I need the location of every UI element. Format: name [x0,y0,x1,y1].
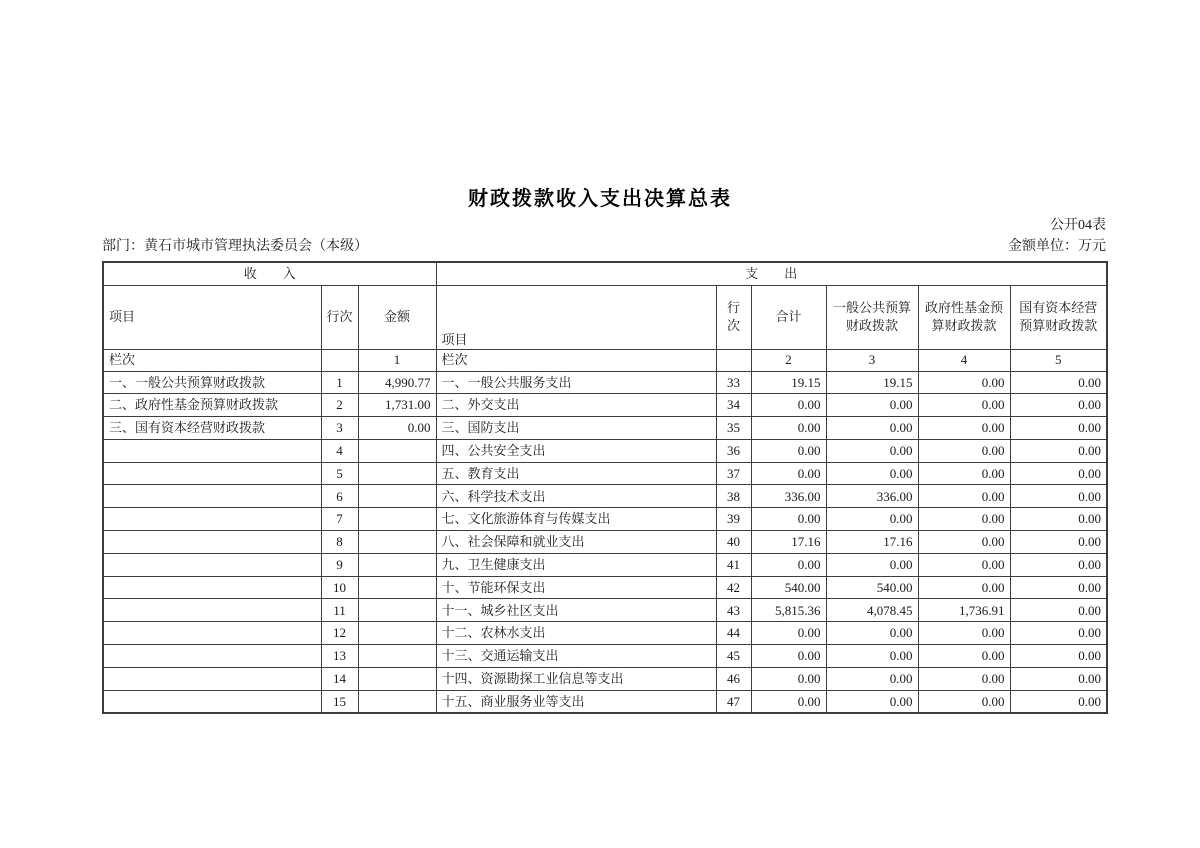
state-capital-cell: 0.00 [1010,417,1107,440]
income-rowno-header: 行次 [321,285,358,349]
gov-fund-header: 政府性基金预算财政拨款 [918,285,1010,349]
column-header-row [103,285,1107,349]
income-amount-cell [358,622,436,645]
expense-item-cell: 二、外交支出 [436,394,716,417]
gov-fund-cell: 0.00 [918,622,1010,645]
income-item-cell [103,531,321,554]
gov-fund-cell: 0.00 [918,645,1010,668]
income-item-cell [103,645,321,668]
lanci-right-label: 栏次 [436,349,716,371]
state-capital-cell: 0.00 [1010,667,1107,690]
table-row [103,599,1107,622]
section-header-row [103,262,1107,285]
state-capital-cell: 0.00 [1010,531,1107,554]
income-item-cell [103,690,321,713]
income-item-cell [103,667,321,690]
expense-item-cell: 十一、城乡社区支出 [436,599,716,622]
gov-fund-cell: 0.00 [918,690,1010,713]
gov-fund-cell: 0.00 [918,667,1010,690]
state-capital-cell: 0.00 [1010,394,1107,417]
gov-fund-cell: 0.00 [918,462,1010,485]
gov-fund-cell: 0.00 [918,439,1010,462]
general-budget-cell: 0.00 [826,462,918,485]
income-rowno-cell: 12 [321,622,358,645]
income-amount-cell [358,439,436,462]
general-budget-cell: 540.00 [826,576,918,599]
expense-total-cell: 0.00 [751,553,826,576]
expense-rowno-cell: 35 [716,417,751,440]
income-item-cell [103,462,321,485]
income-rowno-cell: 6 [321,485,358,508]
table-row [103,531,1107,554]
income-rowno-cell: 15 [321,690,358,713]
general-budget-cell: 0.00 [826,439,918,462]
expense-total-cell: 0.00 [751,394,826,417]
general-budget-cell: 336.00 [826,485,918,508]
expense-total-cell: 336.00 [751,485,826,508]
income-item-cell: 一、一般公共预算财政拨款 [103,371,321,394]
expense-section-header: 支 出 [436,262,1107,285]
expense-total-header: 合计 [751,285,826,349]
table-row [103,371,1107,394]
col-num-1: 1 [358,349,436,371]
state-capital-cell: 0.00 [1010,553,1107,576]
gov-fund-cell: 0.00 [918,508,1010,531]
income-item-header: 项目 [103,285,321,349]
expense-rowno-cell: 34 [716,394,751,417]
expense-total-cell: 0.00 [751,645,826,668]
general-budget-cell: 19.15 [826,371,918,394]
income-item-cell [103,599,321,622]
state-capital-cell: 0.00 [1010,690,1107,713]
general-budget-cell: 4,078.45 [826,599,918,622]
col-num-2: 2 [751,349,826,371]
state-capital-header: 国有资本经营预算财政拨款 [1010,285,1107,349]
state-capital-cell: 0.00 [1010,508,1107,531]
income-item-cell: 二、政府性基金预算财政拨款 [103,394,321,417]
general-budget-cell: 0.00 [826,667,918,690]
expense-total-cell: 0.00 [751,622,826,645]
expense-item-cell: 十四、资源勘探工业信息等支出 [436,667,716,690]
income-amount-cell [358,553,436,576]
budget-table [102,261,1108,714]
department-label: 部门：黄石市城市管理执法委员会（本级） [102,239,368,254]
expense-rowno-cell: 39 [716,508,751,531]
income-rowno-cell: 13 [321,645,358,668]
gov-fund-cell: 0.00 [918,394,1010,417]
income-rowno-cell: 7 [321,508,358,531]
expense-item-cell: 十二、农林水支出 [436,622,716,645]
expense-item-cell: 一、一般公共服务支出 [436,371,716,394]
income-amount-cell: 0.00 [358,417,436,440]
state-capital-cell: 0.00 [1010,599,1107,622]
expense-item-cell: 八、社会保障和就业支出 [436,531,716,554]
gov-fund-cell: 0.00 [918,417,1010,440]
income-amount-cell: 1,731.00 [358,394,436,417]
sheet-number-label: 公开04表 [1050,218,1106,233]
table-row [103,690,1107,713]
income-item-cell [103,439,321,462]
state-capital-cell: 0.00 [1010,439,1107,462]
income-item-cell [103,576,321,599]
state-capital-cell: 0.00 [1010,576,1107,599]
expense-rowno-cell: 44 [716,622,751,645]
expense-rowno-cell: 33 [716,371,751,394]
general-budget-cell: 0.00 [826,508,918,531]
income-rowno-cell: 9 [321,553,358,576]
income-item-cell [103,622,321,645]
expense-total-cell: 0.00 [751,417,826,440]
expense-total-cell: 17.16 [751,531,826,554]
gov-fund-cell: 1,736.91 [918,599,1010,622]
expense-item-cell: 十五、商业服务业等支出 [436,690,716,713]
income-amount-cell: 4,990.77 [358,371,436,394]
expense-item-cell: 七、文化旅游体育与传媒支出 [436,508,716,531]
income-rowno-cell: 5 [321,462,358,485]
general-budget-cell: 0.00 [826,553,918,576]
expense-item-cell: 六、科学技术支出 [436,485,716,508]
lanci-left-label: 栏次 [103,349,321,371]
page-title: 财政拨款收入支出决算总表 [468,188,732,210]
income-amount-cell [358,485,436,508]
income-item-cell: 三、国有资本经营财政拨款 [103,417,321,440]
general-budget-cell: 17.16 [826,531,918,554]
expense-item-cell: 四、公共安全支出 [436,439,716,462]
general-budget-cell: 0.00 [826,622,918,645]
column-number-row [103,349,1107,371]
income-item-cell [103,508,321,531]
state-capital-cell: 0.00 [1010,645,1107,668]
income-rowno-cell: 3 [321,417,358,440]
income-amount-cell [358,462,436,485]
table-row [103,667,1107,690]
income-amount-cell [358,645,436,668]
expense-rowno-cell: 38 [716,485,751,508]
income-item-cell [103,553,321,576]
table-body [103,371,1107,713]
income-item-cell [103,485,321,508]
income-amount-cell [358,576,436,599]
income-amount-cell [358,667,436,690]
table-row [103,576,1107,599]
expense-rowno-cell: 40 [716,531,751,554]
income-rowno-cell: 10 [321,576,358,599]
expense-rowno-cell: 37 [716,462,751,485]
income-section-header: 收 入 [103,262,436,285]
general-budget-cell: 0.00 [826,690,918,713]
table-row [103,394,1107,417]
state-capital-cell: 0.00 [1010,485,1107,508]
expense-total-cell: 0.00 [751,439,826,462]
gov-fund-cell: 0.00 [918,531,1010,554]
income-amount-cell [358,508,436,531]
expense-item-cell: 五、教育支出 [436,462,716,485]
table-row [103,645,1107,668]
general-budget-header: 一般公共预算财政拨款 [826,285,918,349]
expense-rowno-cell: 46 [716,667,751,690]
expense-total-cell: 0.00 [751,508,826,531]
table-row [103,485,1107,508]
income-amount-cell [358,599,436,622]
expense-rowno-header: 行次 [716,285,751,349]
lanci-right-rowno-cell [716,349,751,371]
general-budget-cell: 0.00 [826,394,918,417]
expense-total-cell: 19.15 [751,371,826,394]
table-row [103,508,1107,531]
expense-total-cell: 0.00 [751,462,826,485]
expense-item-cell: 十三、交通运输支出 [436,645,716,668]
expense-total-cell: 0.00 [751,690,826,713]
gov-fund-cell: 0.00 [918,485,1010,508]
expense-rowno-cell: 45 [716,645,751,668]
general-budget-cell: 0.00 [826,645,918,668]
income-rowno-cell: 11 [321,599,358,622]
table-row [103,553,1107,576]
expense-rowno-cell: 43 [716,599,751,622]
expense-item-cell: 十、节能环保支出 [436,576,716,599]
income-rowno-cell: 14 [321,667,358,690]
expense-rowno-cell: 36 [716,439,751,462]
unit-label: 金额单位：万元 [1008,239,1106,254]
expense-rowno-cell: 42 [716,576,751,599]
col-num-3: 3 [826,349,918,371]
state-capital-cell: 0.00 [1010,622,1107,645]
income-rowno-cell: 4 [321,439,358,462]
expense-total-cell: 0.00 [751,667,826,690]
table-row [103,439,1107,462]
income-rowno-cell: 1 [321,371,358,394]
meta-line [102,235,1106,255]
expense-item-cell: 九、卫生健康支出 [436,553,716,576]
income-rowno-cell: 2 [321,394,358,417]
table-row [103,462,1107,485]
expense-item-header: 项目 [436,285,716,349]
state-capital-cell: 0.00 [1010,371,1107,394]
income-amount-cell [358,531,436,554]
income-rowno-cell: 8 [321,531,358,554]
table-row [103,417,1107,440]
expense-total-cell: 540.00 [751,576,826,599]
expense-rowno-cell: 41 [716,553,751,576]
gov-fund-cell: 0.00 [918,553,1010,576]
state-capital-cell: 0.00 [1010,462,1107,485]
lanci-left-rowno-cell [321,349,358,371]
income-amount-header: 金额 [358,285,436,349]
general-budget-cell: 0.00 [826,417,918,440]
income-amount-cell [358,690,436,713]
col-num-4: 4 [918,349,1010,371]
gov-fund-cell: 0.00 [918,371,1010,394]
col-num-5: 5 [1010,349,1107,371]
expense-rowno-cell: 47 [716,690,751,713]
expense-item-cell: 三、国防支出 [436,417,716,440]
table-row [103,622,1107,645]
gov-fund-cell: 0.00 [918,576,1010,599]
expense-total-cell: 5,815.36 [751,599,826,622]
